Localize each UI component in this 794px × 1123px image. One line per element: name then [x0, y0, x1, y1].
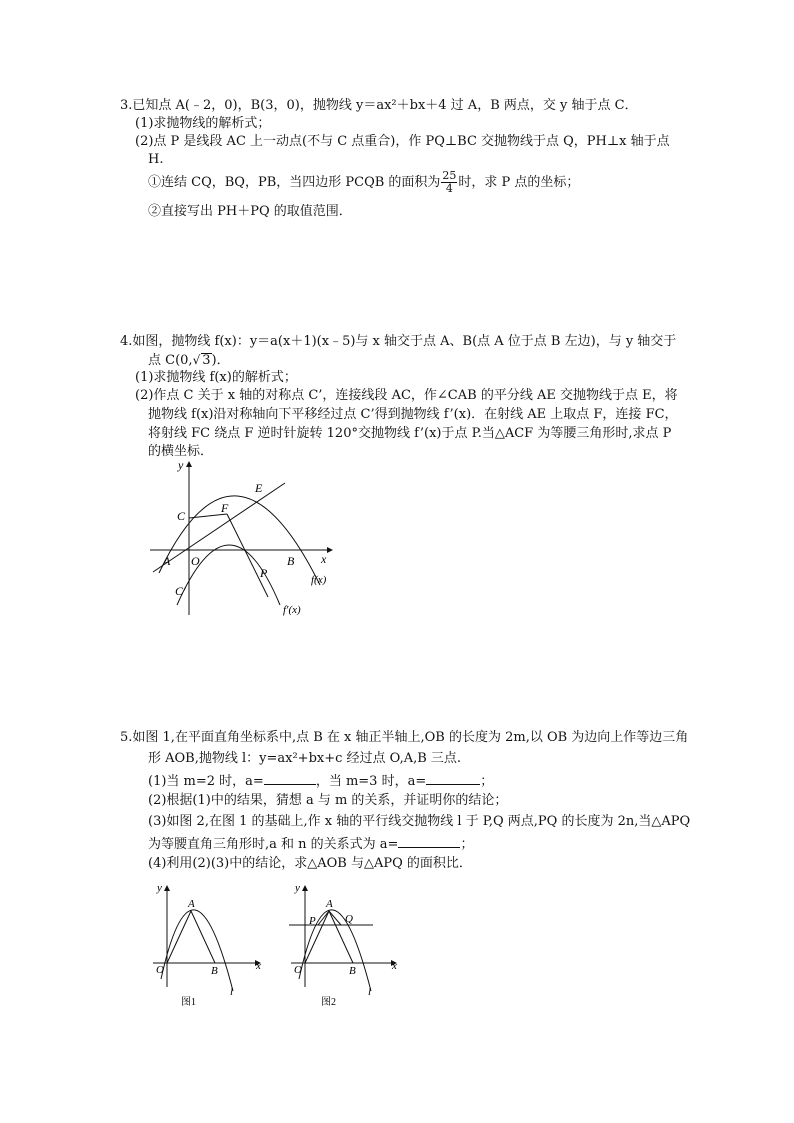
- q4-figure: [145, 455, 345, 625]
- q5-part1-a: (1)当 m=2 时，a=: [148, 774, 264, 789]
- figure-1-caption: 图1: [181, 997, 196, 1008]
- label-e: E: [255, 481, 263, 495]
- label-x: x: [321, 552, 327, 566]
- triangle-aob: [167, 911, 215, 963]
- label-o: O: [294, 964, 302, 976]
- label-l: l: [230, 986, 234, 998]
- fraction-denominator: 4: [445, 182, 453, 195]
- fraction-numerator: 25: [442, 169, 457, 182]
- label-b: B: [287, 554, 295, 568]
- q3-area-fraction: [441, 170, 457, 195]
- q3-sub1-pre: ①连结 CQ，BQ，PB，当四边形 PCQB 的面积为: [148, 175, 441, 190]
- label-p: P: [309, 915, 316, 927]
- q4-part2-line3: 将射线 FC 绕点 F 逆时针旋转 120°交抛物线 f’(x)于点 P.当△ACF 为等腰三角形时,求点 P: [148, 426, 672, 441]
- x-axis-arrow-icon: [327, 547, 333, 553]
- q5-stem-line1: 5.如图 1,在平面直角坐标系中,点 B 在 x 轴正半轴上,OB 的长度为 2m,以 OB 为边向上作等边三角: [120, 730, 689, 745]
- ray-ae: [153, 483, 285, 572]
- q5-stem-line2: 形 AOB,抛物线 l：y=ax²+bx+c 经过点 O,A,B 三点.: [148, 751, 462, 766]
- q5-part3-line2: [148, 834, 473, 854]
- q3-part2-line1: (2)点 P 是线段 AC 上一动点(不与 C 点重合)，作 PQ⊥BC 交抛物线于点 Q，PH⊥x 轴于点: [135, 134, 670, 149]
- q4-stem-line2-post: )．: [211, 353, 230, 368]
- label-o: O: [191, 554, 200, 568]
- label-c: C: [177, 509, 186, 523]
- answer-blank-an[interactable]: [398, 834, 460, 848]
- label-b: B: [349, 965, 356, 977]
- q4-sqrt-value: 3: [202, 353, 211, 368]
- label-b: B: [211, 965, 218, 977]
- q4-stem-line1: 4.如图，抛物线 f(x)：y＝a(x＋1)(x﹣5)与 x 轴交于点 A、B(点 A 位于点 B 左边)，与 y 轴交于: [120, 334, 677, 349]
- label-f: F: [221, 501, 229, 515]
- figure-2-caption: 图2: [321, 997, 336, 1008]
- segment-fp: [227, 514, 268, 597]
- label-p: P: [260, 566, 268, 580]
- q4-stem-line2-pre: 点 C(0,: [148, 353, 193, 368]
- q4-part2-line2: 抛物线 f(x)沿对称轴向下平移经过点 C’得到抛物线 f’(x)．在射线 AE 上取点 F，连接 FC，: [148, 407, 678, 422]
- label-l: l: [368, 986, 372, 998]
- q3-sub1-post: 时，求 P 点的坐标；: [458, 175, 580, 190]
- q4-stem-line2: [148, 351, 230, 370]
- q3-part1: (1)求抛物线的解析式；: [135, 116, 271, 131]
- label-q: Q: [345, 913, 353, 925]
- label-y: y: [157, 882, 162, 894]
- sqrt-icon: √: [192, 353, 201, 367]
- label-o: O: [156, 964, 164, 976]
- q4-part1: (1)求抛物线 f(x)的解析式；: [135, 370, 297, 385]
- q3-part2-line2: H.: [148, 152, 164, 167]
- q3-stem: 3.已知点 A(﹣2，0)，B(3，0)，抛物线 y＝ax²＋bx＋4 过 A，B 两点，交 y 轴于点 C．: [120, 98, 638, 113]
- label-x: x: [392, 960, 397, 972]
- label-fx: f(x): [311, 574, 327, 586]
- q5-figure-1: [145, 877, 270, 1012]
- y-axis-arrow-icon: [302, 885, 308, 891]
- label-a: A: [326, 898, 333, 910]
- label-a: A: [188, 898, 195, 910]
- label-y: y: [295, 882, 300, 894]
- parabola-l: [161, 910, 233, 991]
- q5-part3-b: ；: [460, 837, 474, 852]
- label-c-prime: C′: [175, 584, 186, 598]
- q5-part4: (4)利用(2)(3)中的结论，求△AOB 与△APQ 的面积比．: [148, 856, 472, 871]
- answer-blank-m2[interactable]: [264, 771, 316, 785]
- answer-blank-m3[interactable]: [426, 771, 480, 785]
- y-axis-arrow-icon: [186, 461, 192, 467]
- y-axis-arrow-icon: [164, 885, 170, 891]
- q5-part2: (2)根据(1)中的结果，猜想 a 与 m 的关系，并证明你的结论；: [148, 793, 508, 808]
- q5-part3-a: 为等腰直角三角形时,a 和 n 的关系式为 a=: [148, 837, 399, 852]
- q4-part2-line1: (2)作点 C 关于 x 轴的对称点 C’，连接线段 AC，作∠CAB 的平分线 AE 交抛物线于点 E，将: [135, 388, 678, 403]
- q3-sub1: [148, 170, 579, 195]
- q4-part2-line4: 的横坐标．: [148, 444, 214, 459]
- q5-part1-b: ，当 m=3 时，a=: [315, 774, 427, 789]
- label-a: A: [163, 554, 171, 568]
- q3-sub2: ②直接写出 PH＋PQ 的取值范围．: [148, 204, 352, 219]
- label-f-prime-x: f′(x): [283, 604, 301, 616]
- q5-part3-line1: (3)如图 2,在图 1 的基础上,作 x 轴的平行线交抛物线 l 于 P,Q 两点,PQ 的长度为 2n,当△APQ: [148, 814, 691, 829]
- label-x: x: [256, 960, 261, 972]
- q5-figure-2: [283, 877, 408, 1012]
- q5-part1: [148, 771, 493, 791]
- label-y: y: [178, 458, 184, 472]
- q5-part1-c: ；: [480, 774, 494, 789]
